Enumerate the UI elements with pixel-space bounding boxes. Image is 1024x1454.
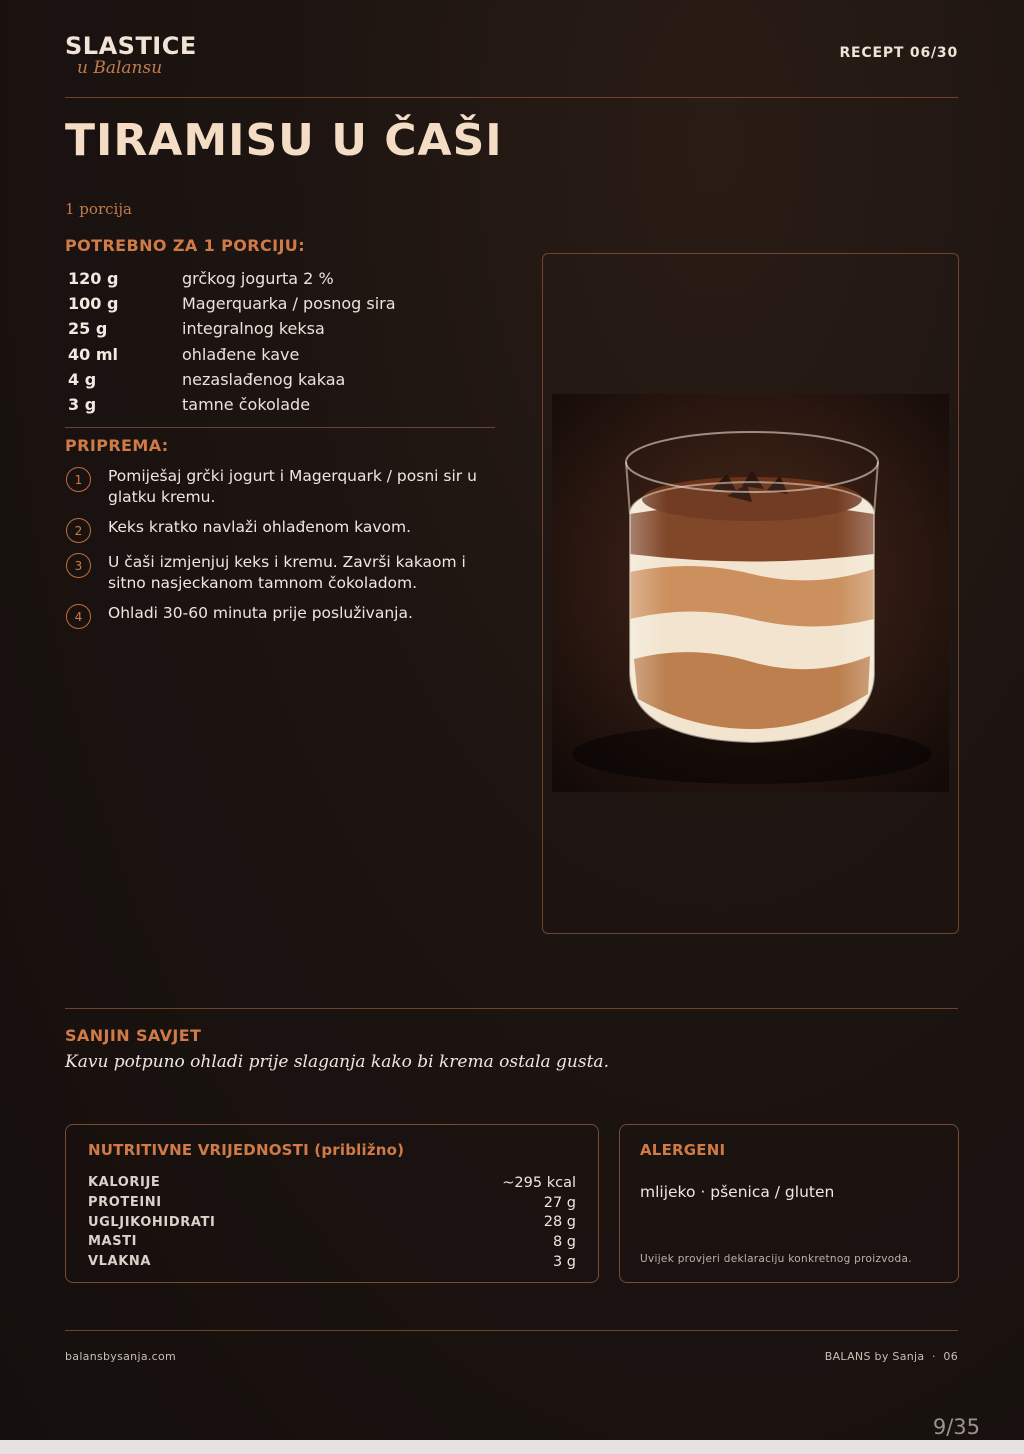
nutrition-table: [88, 1173, 576, 1271]
nutrition-value: ~295 kcal: [502, 1174, 576, 1191]
step-item: [66, 603, 496, 629]
ingredient-name: integralnog keksa: [182, 319, 325, 339]
ingredients-divider: [65, 427, 495, 428]
step-item: [66, 466, 496, 508]
ingredients-heading: POTREBNO ZA 1 PORCIJU:: [65, 236, 305, 255]
step-text: Ohladi 30-60 minuta prije posluživanja.: [108, 604, 413, 622]
recipe-number: RECEPT 06/30: [839, 45, 958, 61]
step-text: U čaši izmjenjuj keks i kremu. Završi kakaom i sitno nasjeckanom tamnom čokoladom.: [108, 553, 466, 592]
nutrition-heading: NUTRITIVNE VRIJEDNOSTI (približno): [88, 1141, 405, 1159]
allergens-list: mlijeko · pšenica / gluten: [640, 1183, 835, 1201]
allergens-heading: ALERGENI: [640, 1141, 726, 1159]
step-number: 1: [66, 467, 91, 492]
nutrition-label: PROTEINI: [88, 1195, 162, 1211]
nutrition-row: [88, 1252, 576, 1272]
ingredient-name: ohlađene kave: [182, 344, 300, 364]
ingredient-name: tamne čokolade: [182, 395, 311, 415]
tip-text: Kavu potpuno ohladi prije slaganja kako bi krema ostala gusta.: [65, 1052, 609, 1072]
ingredient-amount: 100 g: [68, 294, 119, 314]
tiramisu-glass-image: [552, 394, 949, 792]
steps-list: [66, 466, 496, 638]
ingredient-row: [68, 392, 488, 417]
tip-heading: SANJIN SAVJET: [65, 1026, 202, 1045]
viewer-bottom-bar: [0, 1440, 1024, 1454]
ingredient-amount: 25 g: [68, 319, 108, 339]
footer-page-info: BALANS by Sanja · 06: [824, 1350, 958, 1363]
ingredient-name: nezaslađenog kakaa: [182, 369, 346, 389]
page-indicator: 9/35: [932, 1415, 980, 1439]
brand-subtitle: u Balansu: [77, 58, 163, 78]
step-text: Pomiješaj grčki jogurt i Magerquark / posni sir u glatku kremu.: [108, 467, 477, 506]
ingredient-row: [68, 367, 488, 392]
allergens-card: [619, 1124, 959, 1283]
nutrition-label: MASTI: [88, 1234, 138, 1250]
tiramisu-photo: [552, 394, 949, 792]
step-text: Keks kratko navlaži ohlađenom kavom.: [108, 518, 412, 536]
brand-title: SLASTICE: [65, 32, 197, 60]
nutrition-card: [65, 1124, 599, 1283]
step-item: [66, 552, 496, 594]
ingredient-row: [68, 342, 488, 367]
ingredient-amount: 40 ml: [68, 344, 118, 364]
recipe-title: TIRAMISU U ČAŠI: [65, 115, 503, 166]
ingredient-amount: 4 g: [68, 369, 97, 389]
steps-heading: PRIPREMA:: [65, 436, 169, 455]
step-number: 3: [66, 553, 91, 578]
nutrition-value: 27 g: [543, 1194, 576, 1211]
tip-divider: [65, 1008, 958, 1009]
ingredient-row: [68, 316, 488, 341]
ingredient-name: grčkog jogurta 2 %: [182, 269, 334, 289]
ingredient-name: Magerquarka / posnog sira: [182, 294, 396, 314]
step-number: 4: [66, 604, 91, 629]
nutrition-value: 8 g: [552, 1233, 576, 1250]
ingredient-row: [68, 291, 488, 316]
allergens-note: Uvijek provjeri deklaraciju konkretnog proizvoda.: [640, 1253, 912, 1265]
portion-size: 1 porcija: [65, 200, 132, 218]
nutrition-label: UGLJIKOHIDRATI: [88, 1214, 216, 1230]
nutrition-row: [88, 1173, 576, 1193]
nutrition-value: 3 g: [552, 1253, 576, 1270]
footer-divider: [65, 1330, 958, 1331]
step-item: [66, 517, 496, 543]
ingredients-list: [68, 266, 488, 417]
header-divider: [65, 97, 958, 98]
nutrition-value: 28 g: [543, 1214, 576, 1231]
ingredient-amount: 3 g: [68, 395, 97, 415]
step-number: 2: [66, 518, 91, 543]
brand-logo: [65, 32, 197, 78]
nutrition-label: KALORIJE: [88, 1175, 161, 1191]
ingredient-amount: 120 g: [68, 269, 119, 289]
nutrition-row: [88, 1232, 576, 1252]
nutrition-row: [88, 1212, 576, 1232]
nutrition-label: VLAKNA: [88, 1254, 152, 1270]
footer-website: balansbysanja.com: [65, 1350, 177, 1363]
ingredient-row: [68, 266, 488, 291]
nutrition-row: [88, 1193, 576, 1213]
